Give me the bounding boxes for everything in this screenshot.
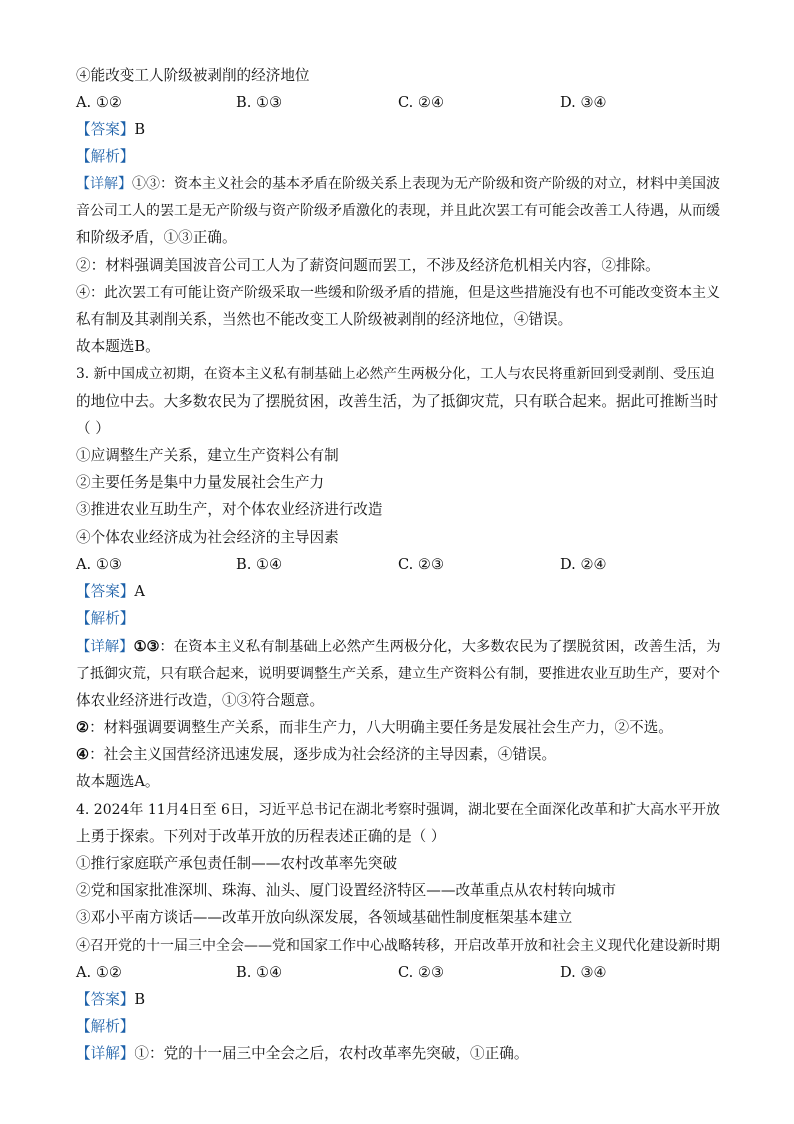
conclusion: 故本题选B。: [76, 338, 160, 355]
detail-line: [76, 1044, 528, 1064]
detail-line: 私有制及其剥削关系，当然也不能改变工人阶级被剥削的经济地位，④错误。: [76, 311, 573, 328]
statement-2: ②主要任务是集中力量发展社会生产力: [76, 474, 325, 491]
statement-2: ②党和国家批准深圳、珠海、汕头、厦门设置经济特区——改革重点从农村转向城市: [76, 882, 616, 899]
analysis-tag: 【解析】: [76, 610, 135, 627]
statement-3: ③推进农业互助生产，对个体农业经济进行改造: [76, 501, 383, 518]
statement-3: ③邓小平南方谈话——改革开放向纵深发展，各领域基础性制度框架基本建立: [76, 909, 573, 926]
detail-line: 和阶级矛盾，①③正确。: [76, 229, 237, 246]
conclusion: 故本题选A。: [76, 773, 160, 790]
statement-4: ④召开党的十一届三中全会——党和国家工作中心战略转移，开启改革开放和社会主义现代化建设新时期: [76, 938, 720, 954]
option-a: A. ①③: [76, 556, 122, 573]
question-3-stem: 3. 新中国成立初期，在资本主义私有制基础上必然产生两极分化，工人与农民将重新回到受剥削、受压迫: [76, 366, 715, 382]
option-b: B. ①③: [236, 94, 283, 111]
option-c: C. ②③: [398, 556, 445, 573]
detail-line: [76, 745, 556, 765]
detail-bold: ①③: [133, 638, 160, 655]
detail-text: ①③：资本主义社会的基本矛盾在阶级关系上表现为无产阶级和资产阶级的对立，材料中美国波: [132, 176, 720, 192]
answer-value: B: [134, 121, 146, 138]
answer-line: [76, 120, 145, 140]
answer-tag: 【答案】: [76, 991, 135, 1008]
detail-line: 体农业经济进行改造，①③符合题意。: [76, 692, 325, 709]
detail-line: 了抵御灾荒，只有联合起来，说明要调整生产关系，建立生产资料公有制，要推进农业互助生产，要对个: [76, 666, 720, 682]
option-b: B. ①④: [236, 964, 283, 981]
question-4-stem: 4. 2024年 11月4日至 6日，习近平总书记在湖北考察时强调，湖北要在全面深化改革和扩大高水平开放: [76, 802, 720, 818]
statement-4: ④个体农业经济成为社会经济的主导因素: [76, 529, 339, 546]
question-3-stem: 的地位中去。大多数农民为了摆脱贫困，改善生活，为了抵御灾荒，只有联合起来。据此可推断当时: [76, 393, 719, 410]
statement-1: ①应调整生产关系，建立生产资料公有制: [76, 447, 339, 464]
option-c: C. ②④: [398, 94, 445, 111]
detail-line: 音公司工人的罢工是无产阶级与资产阶级矛盾激化的表现，并且此次罢工有可能会改善工人待遇，从而缓: [76, 203, 720, 219]
option-b: B. ①④: [236, 556, 283, 573]
analysis-tag: 【解析】: [76, 148, 135, 165]
detail-text: ：材料强调要调整生产关系，而非生产力，八大明确主要任务是发展社会生产力，②不选。: [89, 719, 673, 736]
answer-tag: 【答案】: [76, 121, 135, 138]
detail-tag: 【详解】: [76, 1045, 135, 1062]
question-3-blank: （ ）: [76, 420, 110, 437]
detail-text: ①：党的十一届三中全会之后，农村改革率先突破，①正确。: [134, 1045, 529, 1062]
detail-tag: 【详解】: [76, 176, 132, 192]
option-d: D. ③④: [560, 964, 607, 981]
detail-line: [76, 718, 673, 738]
answer-tag: 【答案】: [76, 583, 135, 600]
detail-text: ：社会主义国营经济迅速发展，逐步成为社会经济的主导因素，④错误。: [89, 746, 557, 763]
detail-line: ④：此次罢工有可能让资产阶级采取一些缓和阶级矛盾的措施，但是这些措施没有也不可能改变资本主义: [76, 285, 720, 301]
detail-line: [76, 637, 721, 657]
option-a: A. ①②: [76, 964, 122, 981]
detail-line: [76, 174, 720, 194]
options-row: [76, 555, 716, 575]
options-row: [76, 93, 716, 113]
options-row: [76, 963, 716, 983]
answer-value: A: [134, 583, 145, 600]
detail-text: ：在资本主义私有制基础上必然产生两极分化，大多数农民为了摆脱贫困，改善生活，为: [159, 639, 721, 655]
answer-line: [76, 990, 145, 1010]
question-4-stem: 上勇于探索。下列对于改革开放的历程表述正确的是（ ）: [76, 828, 446, 845]
statement-1: ①推行家庭联产承包责任制——农村改革率先突破: [76, 855, 398, 872]
analysis-tag: 【解析】: [76, 1018, 135, 1035]
option-d: D. ③④: [560, 94, 607, 111]
statement-4: ④能改变工人阶级被剥削的经济地位: [76, 67, 310, 84]
detail-line: ②：材料强调美国波音公司工人为了薪资问题而罢工，不涉及经济危机相关内容，②排除。: [76, 257, 660, 274]
answer-value: B: [134, 991, 146, 1008]
option-d: D. ②④: [560, 556, 607, 573]
option-c: C. ②③: [398, 964, 445, 981]
answer-line: [76, 582, 145, 602]
detail-bold: ②: [76, 719, 90, 736]
option-a: A. ①②: [76, 94, 122, 111]
detail-tag: 【详解】: [76, 639, 134, 655]
detail-bold: ④: [76, 746, 90, 763]
